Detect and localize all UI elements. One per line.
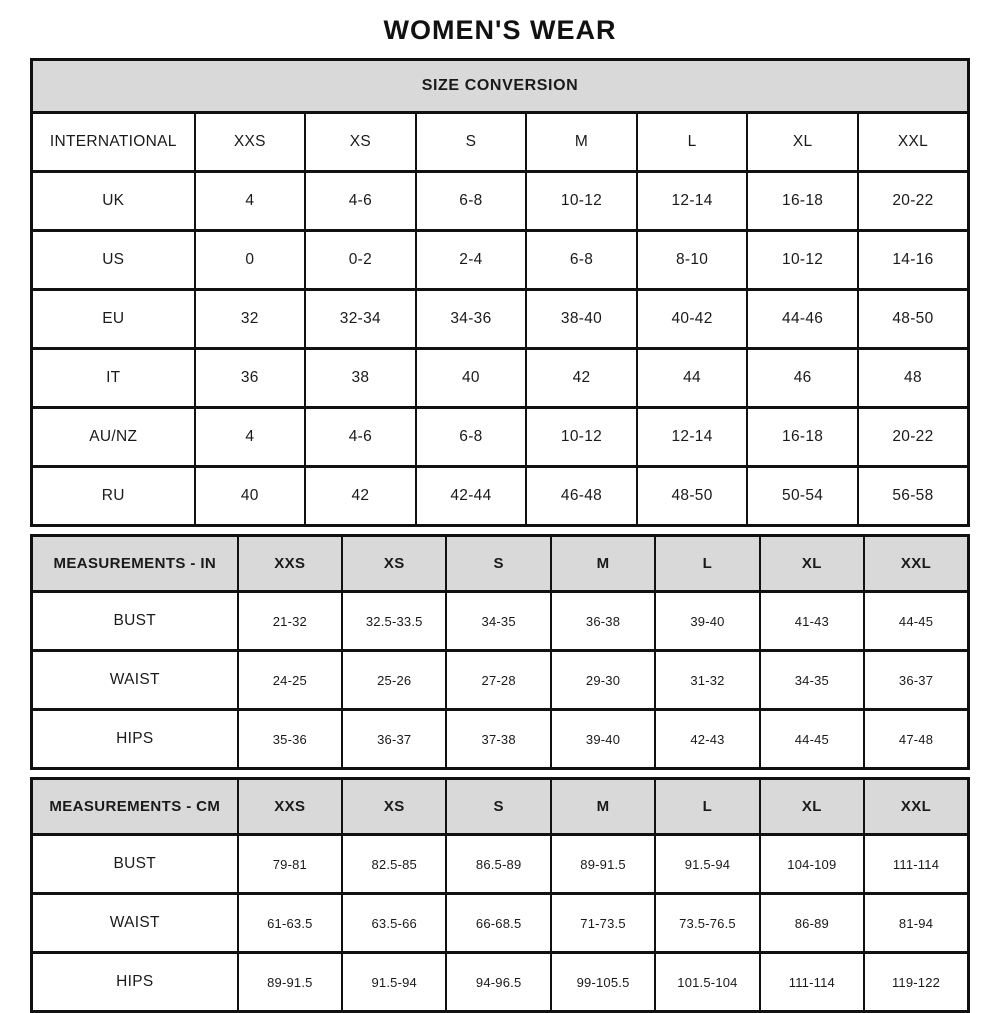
table-row [32,953,969,1012]
value-cell: 4-6 [305,408,416,467]
size-column-header: XXS [238,536,342,592]
value-cell: 32.5-33.5 [342,592,446,651]
table-row [32,467,969,526]
value-cell: 10-12 [747,231,858,290]
value-cell: 24-25 [238,651,342,710]
measurements-in-header-row [32,536,969,592]
value-cell: 0 [195,231,306,290]
value-cell: 82.5-85 [342,835,446,894]
table-row [32,710,969,769]
size-column-header: XL [760,779,864,835]
value-cell: 42-44 [416,467,527,526]
value-cell: 111-114 [864,835,968,894]
value-cell: 16-18 [747,408,858,467]
value-cell: 39-40 [551,710,655,769]
value-cell: 34-35 [446,592,550,651]
value-cell: 10-12 [526,408,637,467]
size-column-header: S [416,113,527,172]
row-label: WAIST [32,894,238,953]
value-cell: 36-37 [864,651,968,710]
value-cell: 44-46 [747,290,858,349]
size-column-header: XXS [238,779,342,835]
table-row [32,592,969,651]
size-conversion-title: SIZE CONVERSION [32,60,969,113]
value-cell: 20-22 [858,408,969,467]
value-cell: 101.5-104 [655,953,759,1012]
value-cell: 36 [195,349,306,408]
value-cell: 12-14 [637,408,748,467]
value-cell: 4 [195,408,306,467]
table-row [32,290,969,349]
value-cell: 81-94 [864,894,968,953]
value-cell: 40-42 [637,290,748,349]
measurements-cm-table [30,777,970,1013]
value-cell: 35-36 [238,710,342,769]
value-cell: 61-63.5 [238,894,342,953]
measurements-cm-header-row [32,779,969,835]
value-cell: 48 [858,349,969,408]
size-column-header: M [526,113,637,172]
value-cell: 32 [195,290,306,349]
row-label: US [32,231,195,290]
value-cell: 79-81 [238,835,342,894]
value-cell: 6-8 [416,408,527,467]
table-row [32,894,969,953]
table-row [32,349,969,408]
table-row [32,651,969,710]
size-column-header: XS [342,536,446,592]
value-cell: 44 [637,349,748,408]
value-cell: 14-16 [858,231,969,290]
value-cell: 73.5-76.5 [655,894,759,953]
value-cell: 12-14 [637,172,748,231]
value-cell: 34-36 [416,290,527,349]
value-cell: 99-105.5 [551,953,655,1012]
row-label: UK [32,172,195,231]
table-row [32,835,969,894]
size-conversion-table [30,58,970,527]
value-cell: 104-109 [760,835,864,894]
measurements-in-title: MEASUREMENTS - IN [32,536,238,592]
value-cell: 48-50 [858,290,969,349]
value-cell: 89-91.5 [238,953,342,1012]
size-column-header: INTERNATIONAL [32,113,195,172]
value-cell: 44-45 [760,710,864,769]
value-cell: 94-96.5 [446,953,550,1012]
value-cell: 91.5-94 [342,953,446,1012]
size-column-header: M [551,779,655,835]
value-cell: 44-45 [864,592,968,651]
page-title: WOMEN'S WEAR [383,15,617,45]
value-cell: 4-6 [305,172,416,231]
value-cell: 0-2 [305,231,416,290]
size-column-header: S [446,536,550,592]
measurements-in-table [30,534,970,770]
value-cell: 71-73.5 [551,894,655,953]
size-column-header: XS [305,113,416,172]
value-cell: 42 [526,349,637,408]
table-row [32,172,969,231]
value-cell: 46-48 [526,467,637,526]
value-cell: 29-30 [551,651,655,710]
size-column-header: M [551,536,655,592]
value-cell: 36-37 [342,710,446,769]
table-row [32,408,969,467]
measurements-cm-title: MEASUREMENTS - CM [32,779,238,835]
value-cell: 46 [747,349,858,408]
size-column-header: XXS [195,113,306,172]
row-label: HIPS [32,953,238,1012]
value-cell: 20-22 [858,172,969,231]
value-cell: 34-35 [760,651,864,710]
size-column-header: XXL [864,536,968,592]
value-cell: 39-40 [655,592,759,651]
table-row [32,231,969,290]
value-cell: 111-114 [760,953,864,1012]
value-cell: 38 [305,349,416,408]
value-cell: 4 [195,172,306,231]
value-cell: 119-122 [864,953,968,1012]
value-cell: 16-18 [747,172,858,231]
row-label: HIPS [32,710,238,769]
value-cell: 56-58 [858,467,969,526]
value-cell: 6-8 [416,172,527,231]
value-cell: 37-38 [446,710,550,769]
value-cell: 50-54 [747,467,858,526]
size-column-header: XS [342,779,446,835]
value-cell: 32-34 [305,290,416,349]
value-cell: 10-12 [526,172,637,231]
value-cell: 40 [416,349,527,408]
size-conversion-title-row [32,60,969,113]
row-label: WAIST [32,651,238,710]
value-cell: 89-91.5 [551,835,655,894]
size-column-header: L [655,779,759,835]
value-cell: 42-43 [655,710,759,769]
row-label: IT [32,349,195,408]
size-column-header: L [637,113,748,172]
value-cell: 40 [195,467,306,526]
size-conversion-header-row [32,113,969,172]
value-cell: 42 [305,467,416,526]
value-cell: 86.5-89 [446,835,550,894]
value-cell: 21-32 [238,592,342,651]
value-cell: 38-40 [526,290,637,349]
value-cell: 6-8 [526,231,637,290]
value-cell: 36-38 [551,592,655,651]
value-cell: 8-10 [637,231,748,290]
row-label: RU [32,467,195,526]
row-label: AU/NZ [32,408,195,467]
value-cell: 47-48 [864,710,968,769]
row-label: BUST [32,835,238,894]
value-cell: 25-26 [342,651,446,710]
value-cell: 41-43 [760,592,864,651]
row-label: BUST [32,592,238,651]
value-cell: 91.5-94 [655,835,759,894]
size-column-header: XL [760,536,864,592]
size-column-header: L [655,536,759,592]
size-column-header: S [446,779,550,835]
value-cell: 2-4 [416,231,527,290]
value-cell: 63.5-66 [342,894,446,953]
size-column-header: XL [747,113,858,172]
row-label: EU [32,290,195,349]
value-cell: 31-32 [655,651,759,710]
value-cell: 27-28 [446,651,550,710]
value-cell: 48-50 [637,467,748,526]
value-cell: 86-89 [760,894,864,953]
size-column-header: XXL [858,113,969,172]
size-column-header: XXL [864,779,968,835]
value-cell: 66-68.5 [446,894,550,953]
